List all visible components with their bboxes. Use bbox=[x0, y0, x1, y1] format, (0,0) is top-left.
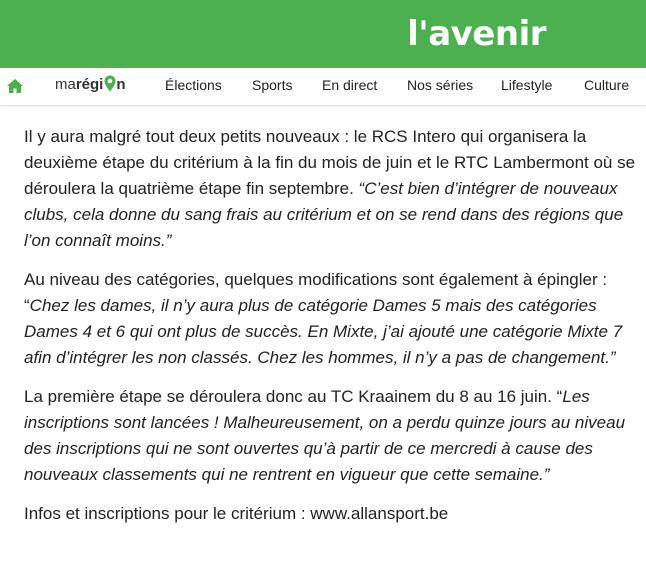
nav-item-lifestyle[interactable]: Lifestyle bbox=[501, 77, 553, 93]
paragraph-text: Au niveau des catégories, quelques modifications sont également à épingler : bbox=[24, 270, 608, 289]
allansport-link[interactable]: www.allansport.be bbox=[310, 504, 449, 523]
nav-region-word-a: régi bbox=[75, 76, 104, 93]
paragraph-quote: “C’est bien d’intégrer de nouveaux clubs, cela donne du sang frais au critérium et on se rend dans des régions que l’on connaît moins.” bbox=[24, 179, 624, 250]
paragraph-text: Il y aura malgré tout deux petits nouveaux : le RCS Intero qui organisera la deuxième étape du critérium à la fin du mois de juin et le RTC Lambermont où se déroulera la quatrième étape fin septembre. bbox=[24, 127, 636, 198]
site-logo[interactable]: l'avenir bbox=[407, 14, 546, 54]
paragraph-quote: Les inscriptions sont lancées ! Malheureusement, on a perdu quinze jours au niveau des inscriptions qui ne sont ouvertes qu’à partir de ce mercredi à cause des nouveaux classements qui ne rentrent en vigueur que cette semaine.” bbox=[24, 387, 626, 484]
nav-region-word-b: n bbox=[116, 76, 126, 93]
quote-mark: “ bbox=[24, 296, 30, 315]
paragraph-text: Infos et inscriptions pour le critérium : bbox=[24, 504, 311, 523]
article-paragraph bbox=[24, 384, 642, 488]
article-paragraph bbox=[24, 501, 642, 527]
nav-ma-region[interactable] bbox=[55, 75, 126, 99]
nav-item-elections[interactable]: Élections bbox=[165, 77, 222, 93]
main-nav bbox=[0, 68, 646, 106]
location-pin-icon bbox=[104, 75, 116, 96]
nav-region-prefix: ma bbox=[55, 76, 76, 93]
article-paragraph bbox=[24, 267, 642, 371]
nav-item-sports[interactable]: Sports bbox=[252, 77, 293, 93]
nav-item-culture[interactable]: Culture bbox=[584, 77, 630, 93]
home-icon[interactable] bbox=[6, 77, 24, 95]
nav-item-nos-series[interactable]: Nos séries bbox=[407, 77, 474, 93]
site-header bbox=[0, 0, 646, 68]
article-body bbox=[24, 124, 642, 540]
nav-item-en-direct[interactable]: En direct bbox=[322, 77, 378, 93]
article-paragraph bbox=[24, 124, 642, 254]
paragraph-quote: Chez les dames, il n’y aura plus de catégorie Dames 5 mais des catégories Dames 4 et 6 qui ont plus de succès. En Mixte, j’ai ajouté une catégorie Mixte 7 afin d’intégrer les non classés. Chez les hommes, il n’y a pas de changement.” bbox=[24, 296, 623, 367]
paragraph-text: La première étape se déroulera donc au TC Kraainem du 8 au 16 juin. “ bbox=[24, 387, 563, 406]
